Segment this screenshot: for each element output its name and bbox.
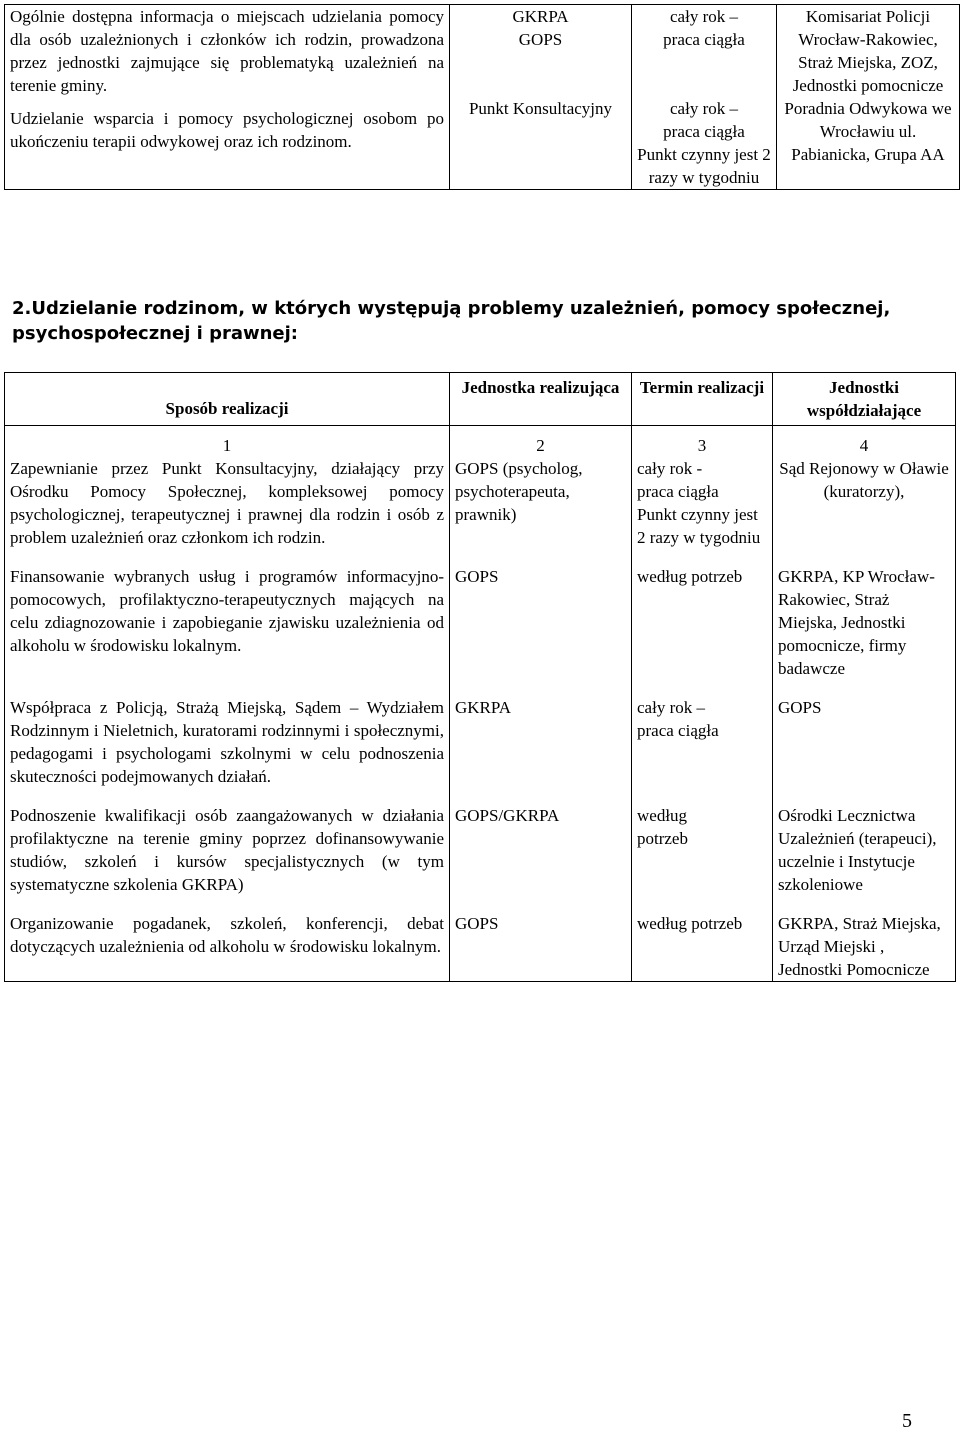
top-cell-sposob — [5, 5, 450, 190]
table-row — [5, 912, 956, 982]
top-cell-termin — [632, 5, 777, 190]
termin-line: według — [637, 806, 688, 825]
termin-line: Punkt czynny jest 2 razy w tygodniu — [637, 505, 761, 547]
cell-wspol: GKRPA, KP Wrocław-Rakowiec, Straż Miejska, Jednostki pomocnicze, firmy badawcze — [773, 565, 956, 680]
top-term-line: Punkt czynny jest 2 razy w tygodniu — [637, 145, 771, 187]
column-number: 1 — [5, 426, 450, 458]
cell-wspol: GOPS — [773, 696, 956, 788]
table-row — [5, 696, 956, 788]
top-partners-1: Komisariat Policji Wrocław-Rakowiec, Straż Miejska, ZOZ, Jednostki pomocnicze — [792, 7, 944, 95]
cell-termin — [632, 696, 773, 788]
top-term-line: cały rok – — [670, 99, 738, 118]
header-row — [5, 373, 956, 426]
termin-line: cały rok - — [637, 459, 703, 478]
cell-wspol: Sąd Rejonowy w Oławie (kuratorzy), — [773, 457, 956, 549]
cell-jednostka: GOPS — [450, 565, 632, 680]
termin-line: według potrzeb — [637, 567, 743, 586]
column-number-row — [5, 426, 956, 458]
cell-sposob: Organizowanie pogadanek, szkoleń, konferencji, debat dotyczących uzależnienia od alkoholu w środowisku lokalnym. — [5, 912, 450, 982]
table-row — [5, 565, 956, 680]
column-number: 3 — [632, 426, 773, 458]
header-jednostka: Jednostka realizująca — [450, 373, 632, 426]
cell-jednostka: GKRPA — [450, 696, 632, 788]
termin-line: potrzeb — [637, 829, 688, 848]
top-unit-punkt: Punkt Konsultacyjny — [468, 99, 613, 118]
top-term-line: praca ciągła — [663, 30, 745, 49]
cell-jednostka: GOPS (psycholog, psychoterapeuta, prawnik) — [450, 457, 632, 549]
section-heading: 2.Udzielanie rodzinom, w których występują problemy uzależnień, pomocy społecznej, psychospołecznej i prawnej: — [12, 298, 891, 344]
cell-termin — [632, 457, 773, 549]
top-cell-wspol — [777, 5, 960, 190]
cell-termin — [632, 912, 773, 982]
top-table-row — [5, 5, 960, 190]
cell-jednostka: GOPS — [450, 912, 632, 982]
termin-line: cały rok – — [637, 698, 705, 717]
top-unit-gops: GOPS — [518, 30, 563, 49]
top-cell-jednostka — [450, 5, 632, 190]
cell-termin — [632, 804, 773, 896]
top-text-support: Udzielanie wsparcia i pomocy psychologicznej osobom po ukończeniu terapii odwykowej oraz ich rodzinom. — [10, 109, 444, 151]
page-number: 5 — [902, 1410, 912, 1432]
top-text-info: Ogólnie dostępna informacja o miejscach udzielania pomocy dla osób uzależnionych i członków ich rodzin, prowadzona przez jednostki zajmujące się problematyką uzależnień na terenie gminy. — [10, 7, 444, 95]
termin-line: praca ciągła — [637, 721, 719, 740]
cell-sposob: Finansowanie wybranych usług i programów informacyjno-pomocowych, profilaktyczno-terapeutycznych mających na celu zdiagnozowanie i zapobieganie zjawisku uzależnienia od alkoholu w środowisku lokalnym. — [5, 565, 450, 680]
cell-jednostka: GOPS/GKRPA — [450, 804, 632, 896]
termin-line: praca ciągła — [637, 482, 719, 501]
header-sposob: Sposób realizacji — [5, 373, 450, 426]
column-number: 2 — [450, 426, 632, 458]
cell-wspol: GKRPA, Straż Miejska, Urząd Miejski , Jednostki Pomocnicze — [773, 912, 956, 982]
cell-termin — [632, 565, 773, 680]
top-term-line: praca ciągła — [663, 122, 745, 141]
table-row — [5, 457, 956, 549]
cell-wspol: Ośrodki Lecznictwa Uzależnień (terapeuci), uczelnie i Instytucje szkoleniowe — [773, 804, 956, 896]
main-table — [4, 372, 956, 982]
termin-line: według potrzeb — [637, 914, 743, 933]
top-partners-2: Poradnia Odwykowa we Wrocławiu ul. Pabianicka, Grupa AA — [784, 99, 952, 164]
top-table — [4, 4, 960, 190]
table-row — [5, 804, 956, 896]
cell-sposob: Zapewnianie przez Punkt Konsultacyjny, działający przy Ośrodku Pomocy Społecznej, kompleksowej pomocy psychologicznej, terapeutycznej i prawnej dla rodzin i osób z problem uzależnień oraz członkom ich rodzin. — [5, 457, 450, 549]
header-termin: Termin realizacji — [632, 373, 773, 426]
top-unit-gkrpa: GKRPA — [512, 7, 569, 26]
header-wspol: Jednostki współdziałające — [773, 373, 956, 426]
cell-sposob: Podnoszenie kwalifikacji osób zaangażowanych w działania profilaktyczne na terenie gminy poprzez dofinansowywanie studiów, szkoleń i kursów specjalistycznych (w tym systematyczne szkolenia GKRPA) — [5, 804, 450, 896]
top-term-line: cały rok – — [670, 7, 738, 26]
cell-sposob: Współpraca z Policją, Strażą Miejską, Sądem – Wydziałem Rodzinnym i Nieletnich, kuratorami rodzinnymi i społecznymi, pedagogami i psychologami szkolnymi w celu podnoszenia skuteczności podejmowanych działań. — [5, 696, 450, 788]
column-number: 4 — [773, 426, 956, 458]
